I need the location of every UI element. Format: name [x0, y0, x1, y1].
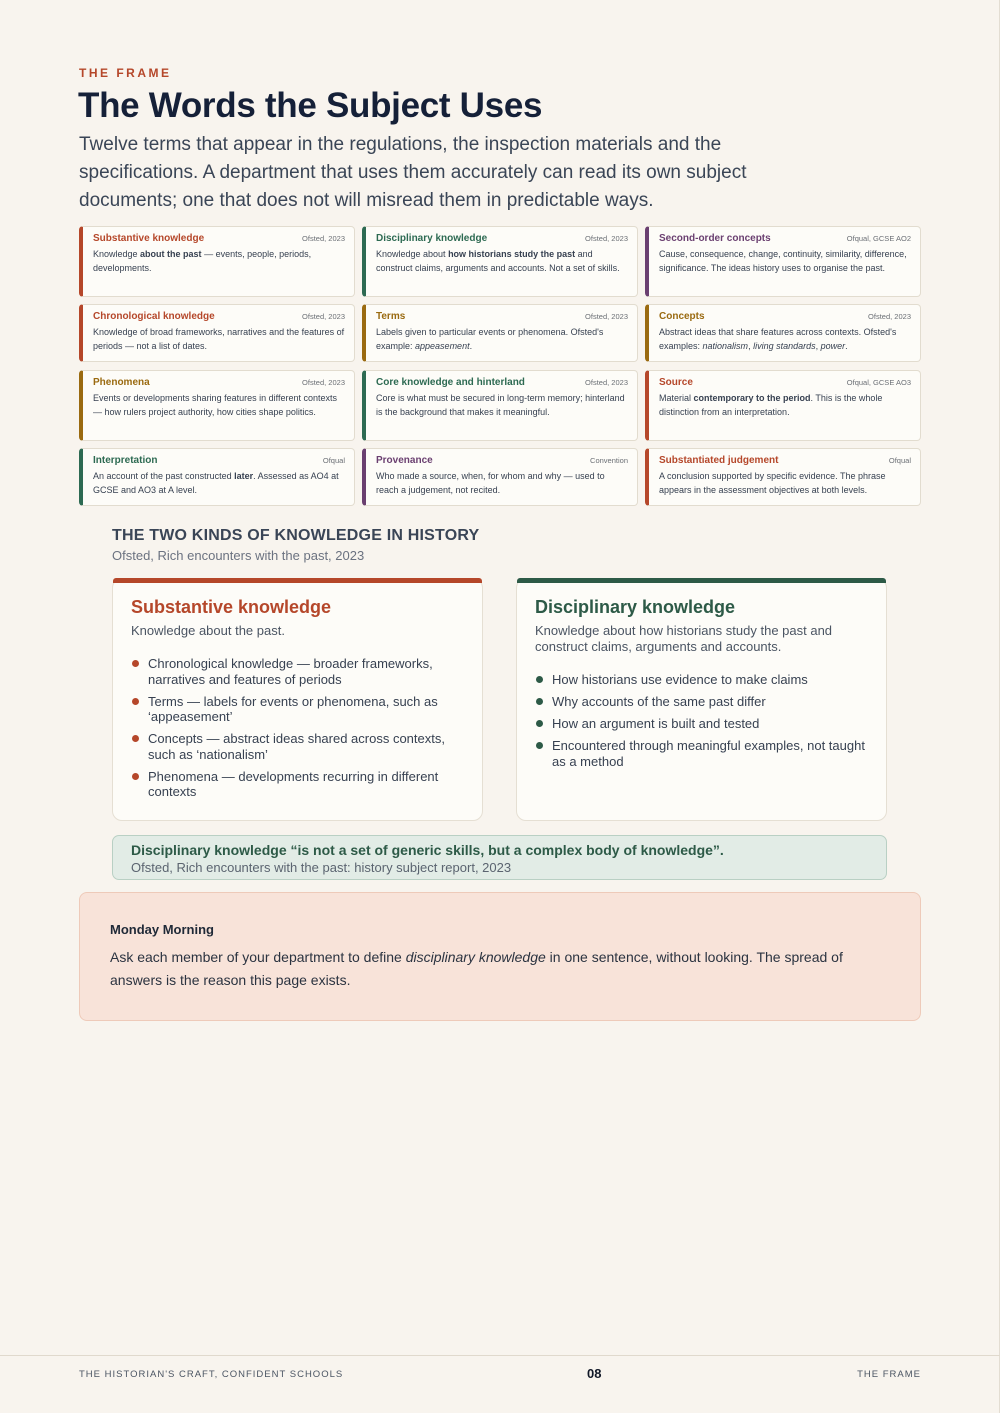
list-item: [131, 769, 464, 800]
section-heading: THE TWO KINDS OF KNOWLEDGE IN HISTORY: [112, 527, 480, 544]
quote-source: Ofsted, Rich encounters with the past: history subject report, 2023: [131, 860, 512, 875]
term-source: Ofsted, 2023: [302, 312, 345, 321]
text-run: Cause, consequence, change, continuity, similarity, difference, significance. The ideas history uses to organise the past.: [659, 249, 907, 273]
term-definition: [93, 391, 345, 419]
term-definition: [376, 247, 628, 275]
bullet-dot-icon: [132, 735, 139, 742]
card-title: Substantive knowledge: [131, 597, 332, 617]
term-name: Concepts: [659, 311, 705, 322]
list-item-text: How historians use evidence to make claims: [552, 672, 808, 687]
term-header: [659, 233, 911, 244]
term-card: [79, 304, 355, 362]
term-definition: [659, 469, 911, 497]
list-item-text: Phenomena — developments recurring in different contexts: [148, 768, 439, 799]
page-title: The Words the Subject Uses: [78, 86, 543, 125]
list-item: [535, 716, 868, 732]
term-name: Provenance: [376, 455, 433, 466]
card-accent-bar: [517, 578, 886, 583]
term-header: [659, 377, 911, 388]
term-source: Ofsted, 2023: [585, 312, 628, 321]
term-definition: [93, 469, 345, 497]
page-number: 08: [587, 1366, 602, 1381]
term-header: [659, 311, 911, 322]
term-header: [376, 377, 628, 388]
card-subtitle: Knowledge about the past.: [131, 623, 285, 638]
list-item-text: Concepts — abstract ideas shared across contexts, such as ‘nationalism’: [148, 731, 445, 762]
intro-text: Twelve terms that appear in the regulations, the inspection materials and the specifications. A department that uses them accurately can read its own subject documents; one that does not will misread them in predictable ways.: [79, 134, 747, 211]
footer-section: THE FRAME: [857, 1369, 921, 1380]
text-run: ,: [748, 341, 754, 351]
term-header: [93, 233, 345, 244]
term-source: Ofsted, 2023: [868, 312, 911, 321]
term-source: Convention: [590, 456, 628, 465]
text-run: Material: [659, 393, 694, 403]
term-definition: [376, 469, 628, 497]
term-definition: [376, 325, 628, 353]
text-run: appeasement: [415, 341, 470, 351]
term-card: [362, 226, 638, 297]
bullet-dot-icon: [132, 698, 139, 705]
bullet-dot-icon: [132, 660, 139, 667]
term-source: Ofsted, 2023: [585, 234, 628, 243]
term-source: Ofsted, 2023: [585, 378, 628, 387]
term-header: [376, 233, 628, 244]
callout-text: [110, 946, 890, 992]
footer-publication: THE HISTORIAN'S CRAFT, CONFIDENT SCHOOLS: [79, 1369, 344, 1380]
text-run: An account of the past constructed: [93, 471, 235, 481]
disciplinary-list: [535, 672, 868, 769]
term-card: [79, 448, 355, 506]
term-name: Substantive knowledge: [93, 233, 205, 244]
term-name: Chronological knowledge: [93, 311, 215, 322]
text-run: A conclusion supported by specific evidence. The phrase appears in the assessment objectives at both levels.: [659, 471, 886, 495]
term-header: [376, 455, 628, 466]
term-definition: [659, 247, 911, 275]
text-run: later: [234, 471, 254, 481]
term-definition: [93, 325, 345, 353]
bullet-dot-icon: [536, 698, 543, 705]
quote-text: Disciplinary knowledge “is not a set of generic skills, but a complex body of knowledge”.: [131, 842, 724, 858]
term-name: Interpretation: [93, 455, 158, 466]
term-header: [93, 311, 345, 322]
disciplinary-knowledge-card: [516, 578, 887, 821]
term-card: [79, 370, 355, 441]
text-run: Abstract ideas that share features across contexts. Ofsted's examples:: [659, 327, 897, 351]
text-run: Knowledge: [93, 249, 141, 259]
list-item: [535, 738, 868, 769]
list-item-text: Terms — labels for events or phenomena, such as ‘appeasement’: [148, 693, 438, 724]
text-run: contemporary to the period: [693, 393, 811, 403]
text-run: Knowledge about: [376, 249, 449, 259]
text-run: . This is the whole distinction from an interpretation.: [659, 393, 883, 417]
term-source: Ofsted, 2023: [302, 378, 345, 387]
term-header: [376, 311, 628, 322]
ofsted-quote: [112, 835, 887, 880]
text-run: in one sentence, without looking. The spread of answers is the reason this page exists.: [110, 949, 843, 988]
text-run: disciplinary knowledge: [405, 949, 546, 965]
text-run: Core is what must be secured in long-term memory; hinterland is the background that makes it meaningful.: [376, 393, 625, 417]
text-run: nationalism: [702, 341, 749, 351]
card-subtitle: Knowledge about how historians study the past and construct claims, arguments and accounts.: [535, 623, 833, 654]
card-title: Disciplinary knowledge: [535, 597, 736, 617]
term-source: Ofqual: [888, 456, 911, 465]
term-definition: [93, 247, 345, 275]
term-name: Phenomena: [93, 377, 150, 388]
term-source: Ofqual, GCSE AO2: [846, 234, 911, 243]
bullet-dot-icon: [536, 676, 543, 683]
list-item: [131, 731, 464, 762]
list-item-text: How an argument is built and tested: [552, 716, 760, 731]
bullet-dot-icon: [132, 773, 139, 780]
text-run: Knowledge of broad frameworks, narratives and the features of periods — not a list of dates.: [93, 327, 345, 351]
footer-divider: [0, 1355, 1000, 1356]
list-item: [535, 694, 868, 710]
card-accent-bar: [113, 578, 482, 583]
list-item: [131, 694, 464, 725]
term-card: [645, 448, 921, 506]
term-name: Core knowledge and hinterland: [376, 377, 525, 388]
text-run: .: [845, 341, 848, 351]
text-run: how historians study the past: [448, 249, 576, 259]
term-definition: [659, 391, 911, 419]
text-run: Ask each member of your department to define: [110, 949, 406, 965]
text-run: living standards: [753, 341, 816, 351]
list-item: [535, 672, 868, 688]
section-source: Ofsted, Rich encounters with the past, 2023: [112, 548, 365, 563]
bullet-dot-icon: [536, 742, 543, 749]
text-run: about the past: [140, 249, 202, 259]
text-run: ,: [815, 341, 821, 351]
term-name: Terms: [376, 311, 406, 322]
text-run: — events, people, periods, developments.: [93, 249, 312, 273]
term-card: [645, 226, 921, 297]
term-header: [93, 377, 345, 388]
monday-morning-callout: [79, 892, 921, 1021]
term-card: [645, 370, 921, 441]
callout-title: Monday Morning: [110, 922, 214, 937]
term-name: Disciplinary knowledge: [376, 233, 488, 244]
bullet-dot-icon: [536, 720, 543, 727]
term-name: Second-order concepts: [659, 233, 771, 244]
list-item: [131, 656, 464, 687]
list-item-text: Why accounts of the same past differ: [552, 694, 766, 709]
text-run: Events or developments sharing features in different contexts — how rulers project authority, how cities shape politics.: [93, 393, 337, 417]
term-card: [362, 448, 638, 506]
term-card: [362, 304, 638, 362]
term-card: [362, 370, 638, 441]
term-header: [93, 455, 345, 466]
text-run: .: [469, 341, 473, 351]
term-card: [79, 226, 355, 297]
text-run: Who made a source, when, for whom and why — used to reach a judgement, not recited.: [376, 471, 605, 495]
section-eyebrow: THE FRAME: [79, 66, 172, 80]
list-item-text: Chronological knowledge — broader frameworks, narratives and features of periods: [148, 656, 433, 687]
term-source: Ofsted, 2023: [302, 234, 345, 243]
term-definition: [376, 391, 628, 419]
text-run: power: [820, 341, 846, 351]
term-header: [659, 455, 911, 466]
substantive-knowledge-card: [112, 578, 483, 821]
term-source: Ofqual, GCSE AO3: [846, 378, 911, 387]
substantive-list: [131, 656, 464, 800]
term-name: Source: [659, 377, 693, 388]
term-name: Substantiated judgement: [659, 455, 779, 466]
text-run: and construct claims, arguments and accounts. Not a set of skills.: [376, 249, 620, 273]
text-run: Labels given to particular events or phenomena. Ofsted's example:: [376, 327, 604, 351]
term-card: [645, 304, 921, 362]
list-item-text: Encountered through meaningful examples, not taught as a method: [552, 738, 865, 769]
term-source: Ofqual: [322, 456, 345, 465]
text-run: . Assessed as AO4 at GCSE and AO3 at A level.: [93, 471, 339, 495]
term-definition: [659, 325, 911, 353]
